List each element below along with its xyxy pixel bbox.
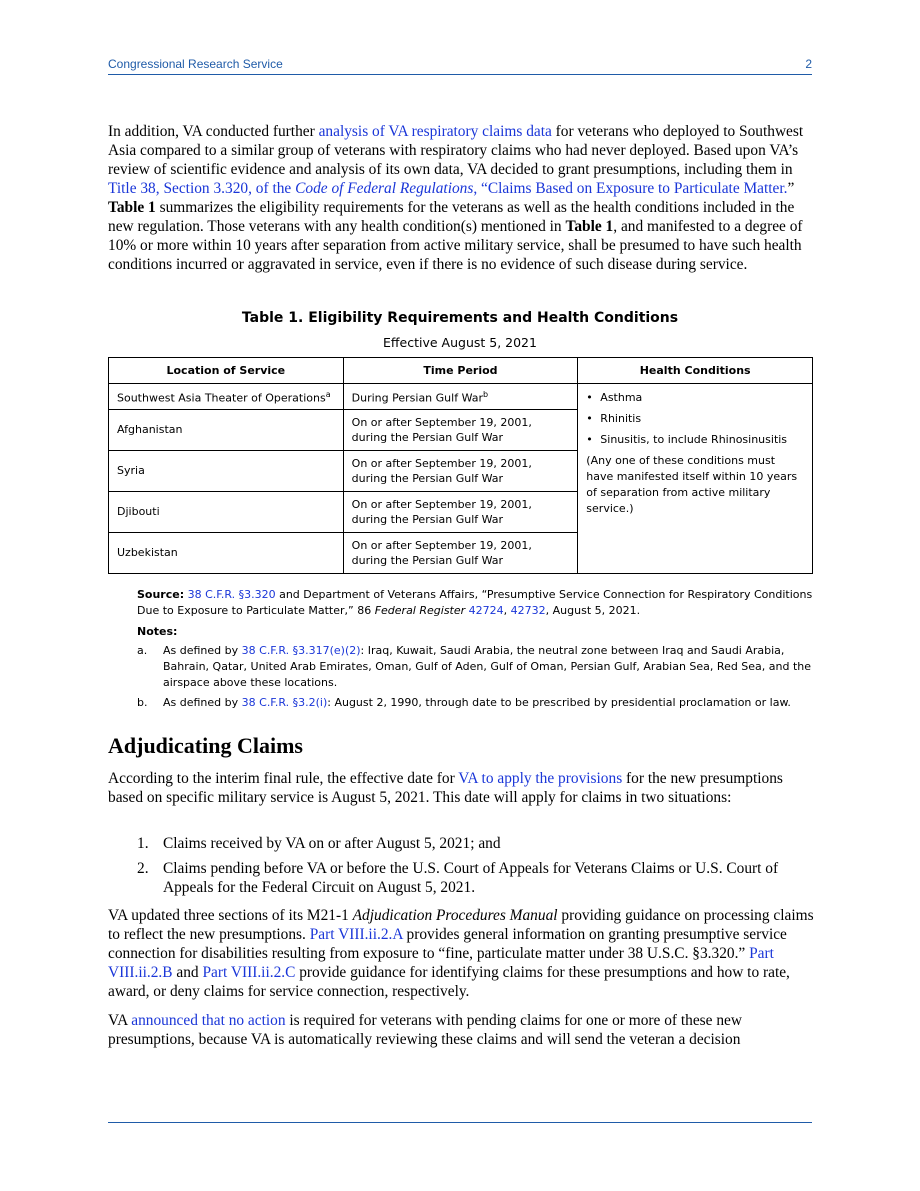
- footnote-marker: a: [325, 390, 331, 399]
- text: and Department of Veterans Affairs, “Presumptive Service Connection for Respiratory Conditions Due to Exposure to Particulate Matter,” 86: [137, 588, 813, 617]
- table-subtitle: Effective August 5, 2021: [383, 335, 537, 350]
- text: According to the interim final rule, the effective date for: [108, 770, 459, 787]
- apply-provisions-link[interactable]: VA to apply the provisions: [458, 770, 623, 787]
- intro-paragraph: [108, 122, 814, 274]
- bullet-icon: •: [586, 433, 593, 446]
- table-ref: Table 1: [108, 199, 156, 216]
- period-cell: On or after September 19, 2001, during the Persian Gulf War: [343, 409, 578, 450]
- footer-rule: [108, 1122, 812, 1123]
- text: VA updated three sections of its M21-1: [108, 907, 353, 924]
- bullet-icon: •: [586, 412, 593, 425]
- list-text: Claims pending before VA or before the U.S. Court of Appeals for Veterans Claims or U.S. Court of Appeals for the Federal Circuit on August 5, 2021.: [163, 860, 779, 896]
- cfr-title-38-link[interactable]: [108, 180, 788, 197]
- list-item: [586, 390, 804, 405]
- section-paragraph-3: [108, 1011, 814, 1049]
- text: : Iraq, Kuwait, Saudi Arabia, the neutral zone between Iraq and Saudi Arabia, Bahrain, Qatar, United Arab Emirates, Oman, Gulf of Aden, Gulf of Oman, Persian Gulf, Arabian Sea, Red Sea, and the airspace above these locations.: [163, 644, 812, 689]
- section-paragraph-1: [108, 769, 814, 807]
- condition-text: Asthma: [600, 391, 643, 404]
- location-cell: Uzbekistan: [109, 532, 344, 573]
- location-cell: [109, 384, 344, 410]
- section-paragraph-2: [108, 906, 814, 1001]
- section-heading: Adjudicating Claims: [108, 733, 303, 758]
- condition-text: Sinusitis, to include Rhinosinusitis: [600, 433, 788, 446]
- location-cell: Djibouti: [109, 491, 344, 532]
- list-item: [586, 411, 804, 426]
- text: providing guidance on processing claims to reflect the new presumptions.: [108, 907, 814, 943]
- note-text: [163, 695, 817, 711]
- location-cell: Syria: [109, 450, 344, 491]
- health-conditions-note: (Any one of these conditions must have manifested itself within 10 years of separation from active military service.): [586, 454, 798, 515]
- table-header-row: [109, 358, 813, 384]
- page-header: [108, 57, 812, 74]
- text: In addition, VA conducted further: [108, 123, 319, 140]
- text: ”: [787, 180, 795, 197]
- column-header: Location of Service: [109, 358, 344, 384]
- text: summarizes the eligibility requirements for the veterans as well as the health conditions included in the new regulation. Those veterans with any health condition(s) mentioned in: [108, 199, 795, 235]
- text: , August 5, 2021.: [545, 604, 641, 617]
- part-viii-ii-2-b-link[interactable]: Part VIII.ii.2.B: [108, 945, 774, 981]
- announcement-link[interactable]: announced that no action: [131, 1012, 286, 1029]
- table-row: [109, 384, 813, 410]
- list-item: [586, 432, 804, 447]
- table-source: [137, 587, 817, 619]
- link-text-italic: Code of Federal Regulations: [295, 180, 474, 197]
- text: , and manifested to a degree of 10% or more within 10 years after separation from active military service, shall be presumed to have such health conditions incurred or aggravated in service, even if there is no evidence of such disease during service.: [108, 218, 803, 273]
- link-text: Title 38, Section 3.320, of the: [108, 180, 296, 197]
- cfr-3-320-link[interactable]: 38 C.F.R. §3.320: [187, 588, 276, 601]
- text: provide guidance for identifying claims for these presumptions and how to rate, award, or deny claims for service connection, respectively.: [108, 964, 790, 1000]
- note-marker: a.: [137, 644, 148, 657]
- text: As defined by: [163, 644, 242, 657]
- text: As defined by: [163, 696, 242, 709]
- text-italic: Federal Register: [374, 604, 466, 617]
- header-title: Congressional Research Service: [108, 57, 283, 71]
- period-cell: On or after September 19, 2001, during the Persian Gulf War: [343, 491, 578, 532]
- cfr-3-2-link[interactable]: 38 C.F.R. §3.2(i): [241, 696, 328, 709]
- column-header: Health Conditions: [578, 358, 813, 384]
- text: ,: [503, 604, 511, 617]
- respiratory-claims-link[interactable]: analysis of VA respiratory claims data: [318, 123, 552, 140]
- text: for veterans who deployed to Southwest Asia compared to a similar group of veterans with respiratory claims who had never deployed. Based upon VA’s review of scientific evidence and analysis of its own data, VA decided to grant presumptions, including them in: [108, 123, 804, 178]
- period-cell: On or after September 19, 2001, during the Persian Gulf War: [343, 532, 578, 573]
- notes-label: [137, 624, 817, 640]
- list-text: Claims received by VA on or after August 5, 2021; and: [163, 835, 501, 852]
- link-text: , “Claims Based on Exposure to Particulate Matter.: [473, 180, 788, 197]
- health-conditions-cell: [578, 384, 813, 574]
- footnote-marker: b: [483, 390, 489, 399]
- period-cell: On or after September 19, 2001, during the Persian Gulf War: [343, 450, 578, 491]
- location-text: Southwest Asia Theater of Operations: [117, 391, 326, 405]
- text-italic: Adjudication Procedures Manual: [352, 907, 558, 924]
- fr-page-link[interactable]: 42724: [468, 604, 504, 617]
- table-title: Table 1. Eligibility Requirements and Health Conditions: [241, 310, 679, 326]
- condition-text: Rhinitis: [600, 412, 642, 425]
- fr-page-link[interactable]: 42732: [510, 604, 546, 617]
- column-header: Time Period: [343, 358, 578, 384]
- period-cell: [343, 384, 578, 410]
- eligibility-table: [108, 357, 813, 574]
- part-viii-ii-2-c-link[interactable]: Part VIII.ii.2.C: [202, 964, 296, 981]
- note-text: [163, 643, 817, 691]
- page-number: 2: [805, 57, 812, 71]
- notes-title: Notes:: [137, 625, 178, 638]
- cfr-3-317-link[interactable]: 38 C.F.R. §3.317(e)(2): [241, 644, 361, 657]
- text: for the new presumptions based on specific military service is August 5, 2021. This date will apply for claims in two situations:: [108, 770, 783, 806]
- header-rule: [108, 74, 812, 75]
- list-number: 2.: [137, 860, 149, 877]
- text: : August 2, 1990, through date to be prescribed by presidential proclamation or law.: [327, 696, 791, 709]
- period-text: During Persian Gulf War: [351, 391, 484, 405]
- source-label: Source:: [137, 588, 185, 601]
- text: provides general information on granting presumptive service connection for disabilities resulting from exposure to “fine, particulate matter under 38 U.S.C. §3.320.”: [108, 926, 787, 962]
- bullet-icon: •: [586, 391, 593, 404]
- location-cell: Afghanistan: [109, 409, 344, 450]
- text: is required for veterans with pending claims for one or more of these new presumptions, because VA is automatically reviewing these claims and will send the veteran a decision: [108, 1012, 742, 1048]
- text: and: [172, 964, 203, 981]
- table-ref: Table 1: [565, 218, 614, 235]
- text: VA: [108, 1012, 132, 1029]
- list-number: 1.: [137, 835, 149, 852]
- note-marker: b.: [137, 696, 148, 709]
- part-viii-ii-2-a-link[interactable]: Part VIII.ii.2.A: [309, 926, 403, 943]
